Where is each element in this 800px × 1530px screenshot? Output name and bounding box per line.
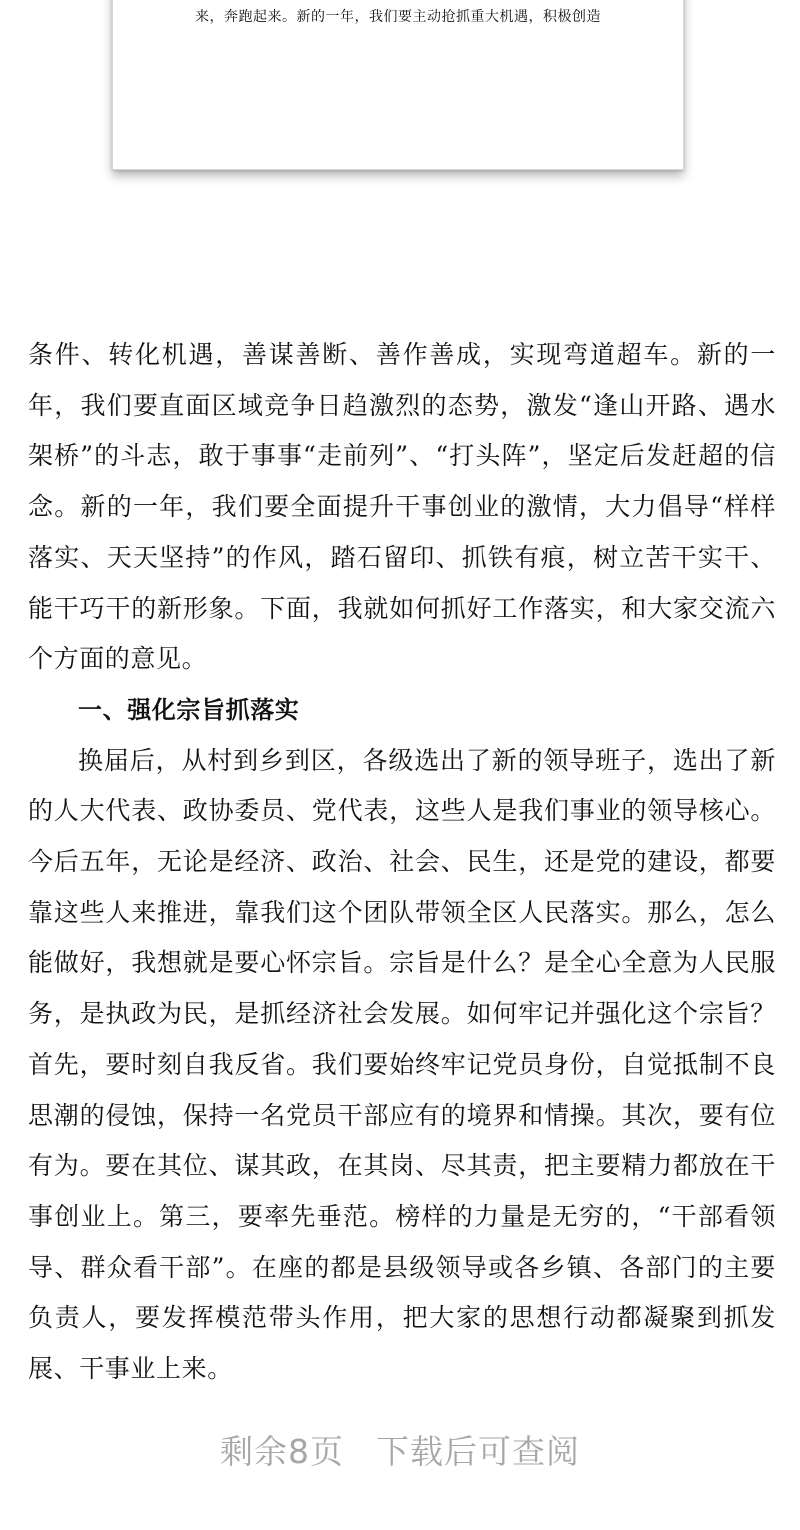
remaining-pages-label: 剩余8页: [220, 1432, 344, 1471]
section-heading: 一、强化宗旨抓落实: [78, 695, 300, 724]
previous-page-preview: [112, 0, 684, 170]
paragraph-purpose: 换届后，从村到乡到区，各级选出了新的领导班子，选出了新的人大代表、政协委员、党代表，这些人是我们事业的领导核心。今后五年，无论是经济、政治、社会、民生，还是党的建设，都要靠这些人来推进，靠我们这个团队带领全区人民落实。那么，怎么能做好，我想就是要心怀宗旨。宗旨是什么？是全心全意为人民服务，是执政为民，是抓经济社会发展。如何牢记并强化这个宗旨？首先，要时刻自我反省。我们要始终牢记党员身份，自觉抵制不良思潮的侵蚀，保持一名党员干部应有的境界和情操。其次，要有位有为。要在其位、谋其政，在其岗、尽其责，把主要精力都放在干事创业上。第三，要率先垂范。榜样的力量是无穷的，“干部看领导、群众看干部”。在座的都是县级领导或各乡镇、各部门的主要负责人，要发挥模范带头作用，把大家的思想行动都凝聚到抓发展、干事业上来。: [28, 745, 776, 1384]
download-prompt[interactable]: [0, 1426, 800, 1473]
preview-text-line: 来，奔跑起来。新的一年，我们要主动抢抓重大机遇，积极创造: [195, 9, 601, 25]
paragraph-intro: 条件、转化机遇，善谋善断、善作善成，实现弯道超车。新的一年，我们要直面区域竞争日趋激烈的态势，激发“逢山开路、遇水架桥”的斗志，敢于事事“走前列”、“打头阵”，坚定后发赶超的信念。新的一年，我们要全面提升干事创业的激情，大力倡导“样样落实、天天坚持”的作风，踏石留印、抓铁有痕，树立苦干实干、能干巧干的新形象。下面，我就如何抓好工作落实，和大家交流六个方面的意见。: [28, 340, 776, 674]
document-body: [28, 330, 776, 1395]
download-to-view-label: 下载后可查阅: [376, 1432, 580, 1471]
